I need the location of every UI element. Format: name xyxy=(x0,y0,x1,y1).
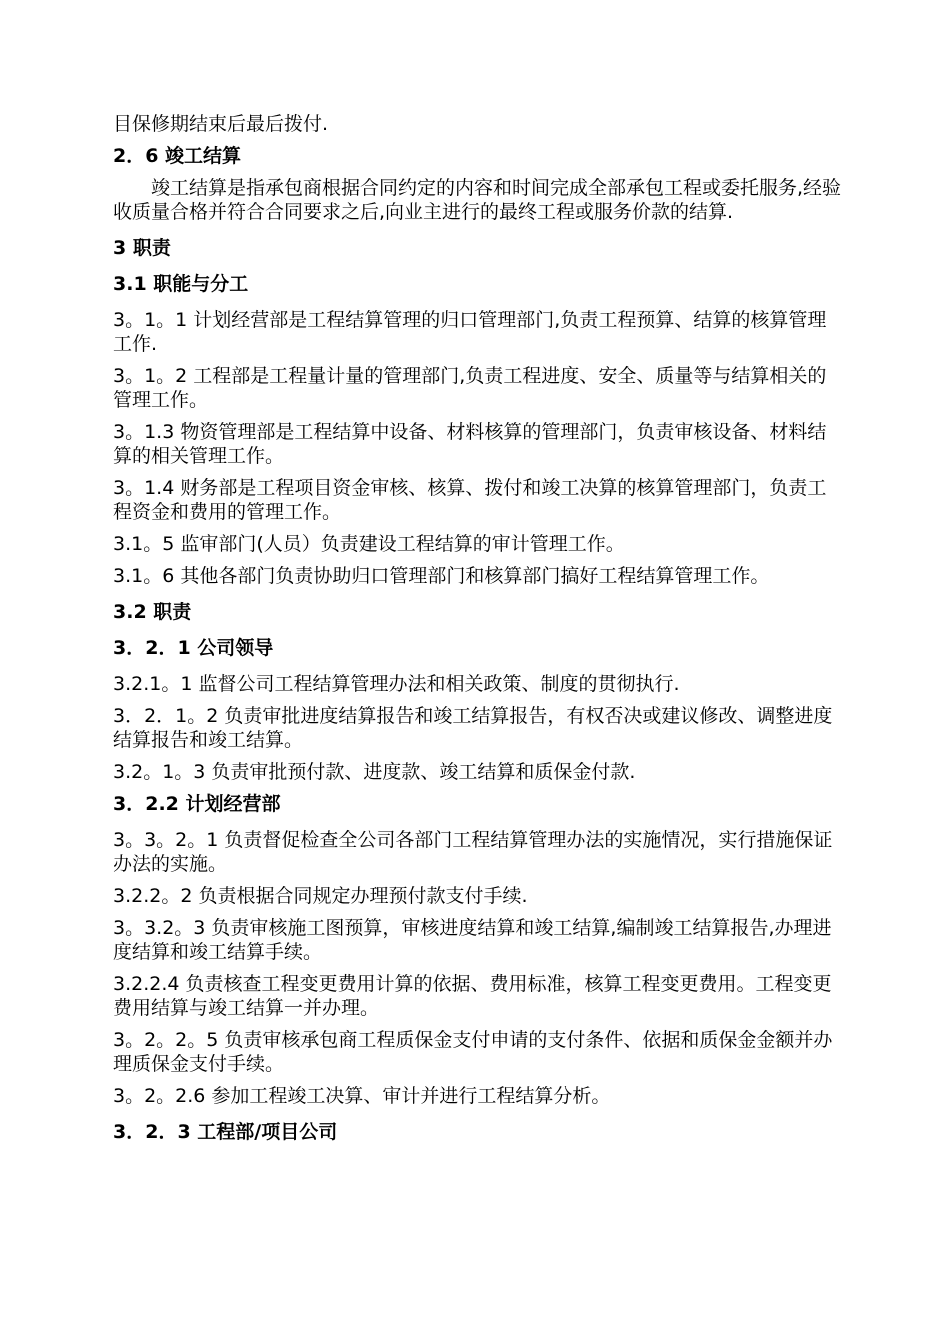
section-heading-2-6: 2．6 竣工结算 xyxy=(113,145,242,167)
paragraph-3-2-1-1: 3.2.1。1 监督公司工程结算管理办法和相关政策、制度的贯彻执行. xyxy=(113,673,680,695)
paragraph-3-1-4: 3。1.4 财务部是工程项目资金审核、核算、拨付和竣工决算的核算管理部门，负责工程资金和费用的管理工作。 xyxy=(113,477,827,523)
section-heading-3-2-3: 3．2．3 工程部/项目公司 xyxy=(113,1121,338,1143)
paragraph-3-1-1: 3。1。1 计划经营部是工程结算管理的归口管理部门,负责工程预算、结算的核算管理工作. xyxy=(113,309,827,355)
paragraph-3-2-1-3: 3.2。1。3 负责审批预付款、进度款、竣工结算和质保金付款. xyxy=(113,761,636,783)
paragraph-3-1-6: 3.1。6 其他各部门负责协助归口管理部门和核算部门搞好工程结算管理工作。 xyxy=(113,565,770,587)
section-heading-3-2-2: 3．2.2 计划经营部 xyxy=(113,793,281,815)
section-heading-3-2-1: 3．2．1 公司领导 xyxy=(113,637,274,659)
section-heading-3: 3 职责 xyxy=(113,237,171,259)
paragraph-3-2-2-3: 3。3.2。3 负责审核施工图预算，审核进度结算和竣工结算,编制竣工结算报告,办理进度结算和竣工结算手续。 xyxy=(113,917,832,963)
document-page xyxy=(113,112,843,1144)
paragraph-3-2-2-5: 3。2。2。5 负责审核承包商工程质保金支付申请的支付条件、依据和质保金金额并办理质保金支付手续。 xyxy=(113,1029,833,1075)
paragraph-3-1-2: 3。1。2 工程部是工程量计量的管理部门,负责工程进度、安全、质量等与结算相关的管理工作。 xyxy=(113,365,827,411)
paragraph-3-1-3: 3。1.3 物资管理部是工程结算中设备、材料核算的管理部门，负责审核设备、材料结算的相关管理工作。 xyxy=(113,421,827,467)
paragraph-continuation: 目保修期结束后最后拨付. xyxy=(113,113,329,135)
paragraph-3-2-1-2: 3．2．1。2 负责审批进度结算报告和竣工结算报告，有权否决或建议修改、调整进度结算报告和竣工结算。 xyxy=(113,705,833,751)
section-heading-3-2: 3.2 职责 xyxy=(113,601,192,623)
paragraph-3-2-2-1: 3。3。2。1 负责督促检查全公司各部门工程结算管理办法的实施情况，实行措施保证办法的实施。 xyxy=(113,829,833,875)
paragraph-3-2-2-6: 3。2。2.6 参加工程竣工决算、审计并进行工程结算分析。 xyxy=(113,1085,611,1107)
paragraph-3-1-5: 3.1。5 监审部门(人员）负责建设工程结算的审计管理工作。 xyxy=(113,533,625,555)
paragraph-3-2-2-4: 3.2.2.4 负责核查工程变更费用计算的依据、费用标准，核算工程变更费用。工程变更费用结算与竣工结算一并办理。 xyxy=(113,973,832,1019)
section-heading-3-1: 3.1 职能与分工 xyxy=(113,273,249,295)
paragraph-final-settlement-definition: 竣工结算是指承包商根据合同约定的内容和时间完成全部承包工程或委托服务,经验收质量合格并符合合同要求之后,向业主进行的最终工程或服务价款的结算. xyxy=(113,177,842,223)
paragraph-3-2-2-2: 3.2.2。2 负责根据合同规定办理预付款支付手续. xyxy=(113,885,528,907)
